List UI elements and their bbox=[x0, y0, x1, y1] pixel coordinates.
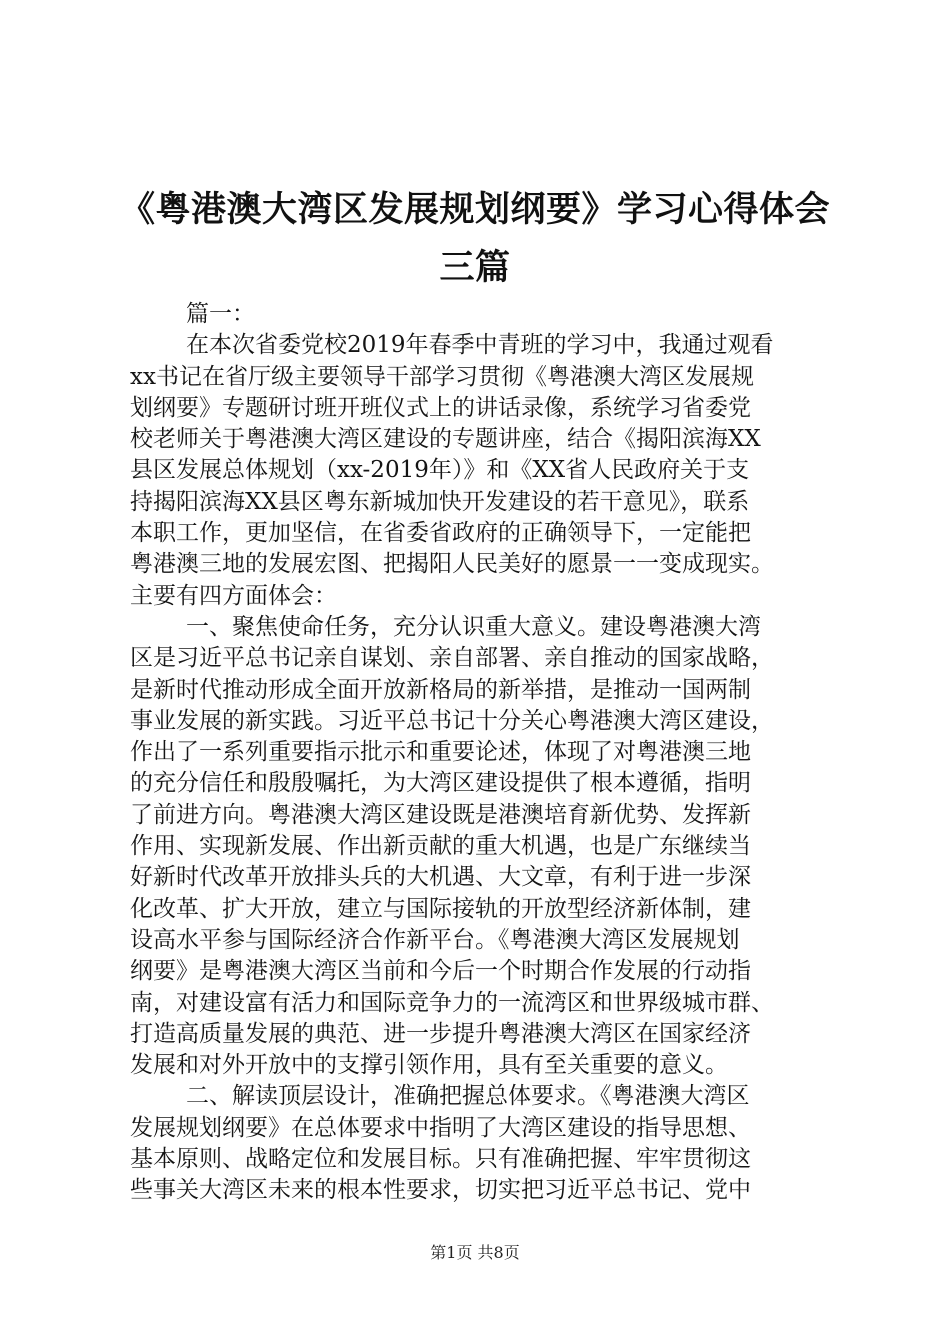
body-line: 在本次省委党校2019年春季中青班的学习中，我通过观看 bbox=[186, 332, 774, 359]
document-title-line-1: 《粤港澳大湾区发展规划纲要》学习心得体会 bbox=[119, 189, 830, 230]
body-line: 发展规划纲要》在总体要求中指明了大湾区建设的指导思想、 bbox=[130, 1114, 751, 1141]
document-title-line-2: 三篇 bbox=[439, 247, 511, 288]
body-line: 了前进方向。粤港澳大湾区建设既是港澳培育新优势、发挥新 bbox=[130, 801, 751, 828]
body-line: 县区发展总体规划（xx-2019年）》和《XX省人民政府关于支 bbox=[130, 457, 750, 484]
document-body bbox=[130, 299, 830, 1207]
page-footer: 第1页 共8页 bbox=[430, 1243, 520, 1262]
body-line: 粤港澳三地的发展宏图、把揭阳人民美好的愿景一一变成现实。 bbox=[130, 551, 774, 578]
body-line: 作出了一系列重要指示批示和重要论述，体现了对粤港澳三地 bbox=[130, 739, 751, 766]
body-line: 好新时代改革开放排头兵的大机遇、大文章，有利于进一步深 bbox=[130, 864, 751, 891]
body-line: 基本原则、战略定位和发展目标。只有准确把握、牢牢贯彻这 bbox=[130, 1146, 751, 1173]
body-line: 持揭阳滨海XX县区粤东新城加快开发建设的若干意见》，联系 bbox=[130, 488, 750, 515]
body-line: 些事关大湾区未来的根本性要求，切实把习近平总书记、党中 bbox=[130, 1177, 751, 1204]
body-line: 本职工作，更加坚信，在省委省政府的正确领导下，一定能把 bbox=[130, 520, 751, 547]
body-line: 事业发展的新实践。习近平总书记十分关心粤港澳大湾区建设， bbox=[130, 707, 774, 734]
body-line: 作用、实现新发展、作出新贡献的重大机遇，也是广东继续当 bbox=[130, 833, 751, 860]
body-line: 纲要》是粤港澳大湾区当前和今后一个时期合作发展的行动指 bbox=[130, 958, 751, 985]
body-line: 区是习近平总书记亲自谋划、亲自部署、亲自推动的国家战略， bbox=[130, 645, 774, 672]
body-line: 一、聚焦使命任务，充分认识重大意义。建设粤港澳大湾 bbox=[186, 613, 761, 640]
body-line: 是新时代推动形成全面开放新格局的新举措，是推动一国两制 bbox=[130, 676, 751, 703]
body-line: 发展和对外开放中的支撑引领作用，具有至关重要的意义。 bbox=[130, 1052, 728, 1079]
body-line: 化改革、扩大开放，建立与国际接轨的开放型经济新体制，建 bbox=[130, 895, 751, 922]
body-line: 南，对建设富有活力和国际竞争力的一流湾区和世界级城市群、 bbox=[130, 989, 774, 1016]
body-line: 校老师关于粤港澳大湾区建设的专题讲座，结合《揭阳滨海XX bbox=[130, 426, 761, 453]
body-line: 二、解读顶层设计，准确把握总体要求。《粤港澳大湾区 bbox=[186, 1083, 750, 1110]
body-line: 设高水平参与国际经济合作新平台。《粤港澳大湾区发展规划 bbox=[130, 926, 740, 953]
body-line: 划纲要》专题研讨班开班仪式上的讲话录像，系统学习省委党 bbox=[130, 394, 751, 421]
body-line: 打造高质量发展的典范、进一步提升粤港澳大湾区在国家经济 bbox=[130, 1020, 751, 1047]
body-line: xx书记在省厅级主要领导干部学习贯彻《粤港澳大湾区发展规 bbox=[130, 363, 754, 390]
body-line: 的充分信任和殷殷嘱托，为大湾区建设提供了根本遵循，指明 bbox=[130, 770, 751, 797]
body-line: 主要有四方面体会： bbox=[130, 582, 337, 609]
body-line: 篇一： bbox=[186, 301, 255, 327]
